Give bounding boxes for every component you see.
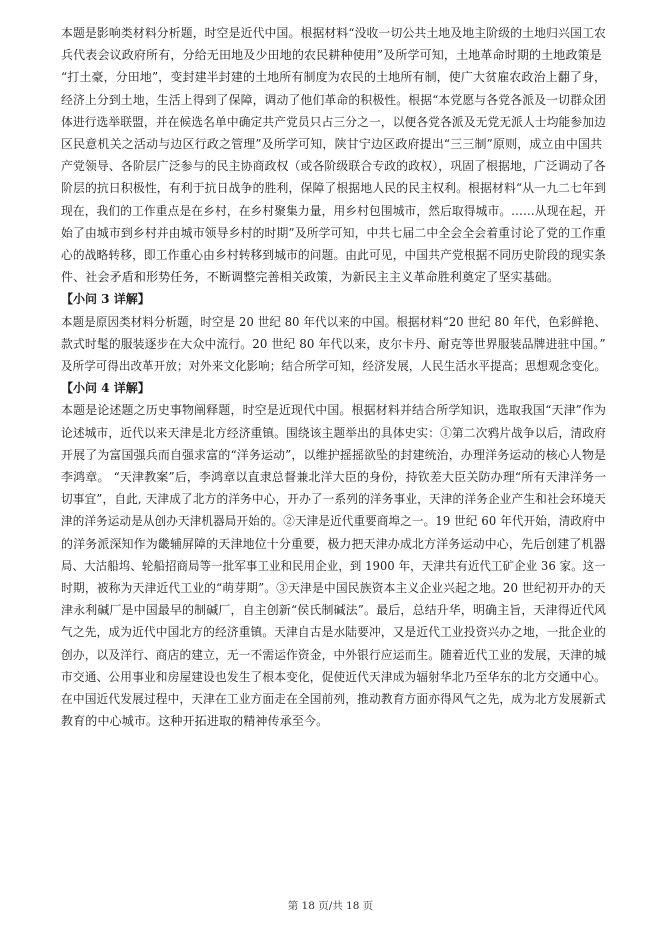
text-line: 切事宜”，自此, 天津成了北方的洋务中心，开办了一系列的洋务事业，天津的洋务企业产生和社会环境天 (61, 492, 606, 507)
text-line: 时期，被称为天津近代工业的“萌芽期”。③天津是中国民族资本主义企业兴起之地。20 世纪初开办的天 (61, 581, 606, 596)
document-body (61, 22, 606, 733)
text-line: 兵代表会议政府所有，分给无田地及少田地的农民耕种使用”及所学可知，土地革命时期的土地政策是 (61, 48, 602, 63)
page-footer (0, 898, 661, 913)
text-line: 区民意机关之活动与边区行政之管理”及所学可知，陕甘宁边区政府提出“三三制”原则，成立由中国共 (61, 137, 603, 152)
text-line: 教育的中心城市。这种开拓进取的精神传承至今。 (61, 714, 329, 729)
text-line: “打土豪，分田地”，变封建半封建的土地所有制度为农民的土地所有制，使广大贫雇农政治上翻了身， (61, 70, 607, 85)
text-line: 的洋务派深知作为畿辅屏障的天津地位十分重要，极力把天津办成北方洋务运动中心，先后创建了机器 (61, 536, 606, 551)
answer-paragraph (61, 311, 606, 378)
text-line: 阶层的抗日积极性，有利于抗日战争的胜利，保障了根据地人民的民主权利。根据材料“从一九二七年到 (61, 181, 607, 196)
text-line: 创办，以及洋行、商店的建立，无一不需运作资金，中外银行应运而生。随着近代工业的发展，天津的城 (61, 647, 606, 662)
text-line: 心的战略转移，即工作重心由乡村转移到城市的问题。由此可见，中国共产党根据不同历史阶段的现实条 (61, 248, 606, 263)
text-line: 局、大沽船坞、轮船招商局等一批军事工业和民用企业，到 1900 年，天津共有近代工矿企业 36 家。这一 (61, 558, 606, 573)
text-line: 及所学可得出改革开放；对外来文化影响；结合所学可知，经济发展，人民生活水平提高；思想观念变化。 (61, 359, 607, 374)
text-line: 开展了为富国强兵而自强求富的“洋务运动”，以维护摇摇欲坠的封建统治，办理洋务运动的核心人物是 (61, 447, 607, 462)
text-line: 津永利碱厂是中国最早的制碱厂，自主创新“侯氏制碱法”。最后，总结升华，明确主旨，天津得近代风 (61, 603, 607, 618)
text-line: 经济上分到土地，生活上得到了保障，调动了他们革命的积极性。根据“本党愿与各党各派及一切群众团 (61, 92, 607, 107)
text-line: 市交通、公用事业和房屋建设也发生了根本变化，促使近代天津成为辐射华北乃至华东的北方交通中心。 (61, 669, 606, 684)
text-line: 本题是论述题之历史事物阐释题，时空是近现代中国。根据材料并结合所学知识，选取我国“天津”作为 (61, 403, 607, 418)
text-line: 始了由城市到乡村并由城市领导乡村的时期”及所学可知，中共七届二中全会全会着重讨论了党的工作重 (61, 225, 607, 240)
text-line: 件、社会矛盾和形势任务，不断调整完善相关政策，为新民主主义革命胜利奠定了坚实基础。 (61, 270, 560, 285)
text-line: 论述城市，近代以来天津是北方经济重镇。围绕该主题举出的具体史实：①第二次鸦片战争以后，清政府 (61, 425, 606, 440)
text-line: 款式时髦的服装逐步在大众中流行。20 世纪 80 年代以来，皮尔卡丹、耐克等世界服装品牌进驻中国。” (61, 336, 606, 351)
text-line: 在中国近代发展过程中，天津在工业方面走在全国前列，推动教育方面亦得风气之先，成为北方发展新式 (61, 692, 606, 707)
page-number: 第 18 页/共 18 页 (287, 900, 374, 912)
text-line: 本题是影响类材料分析题，时空是近代中国。根据材料“没收一切公共土地及地主阶级的土地归兴国工农 (61, 26, 607, 40)
text-line: 本题是原因类材料分析题，时空是 20 世纪 80 年代以来的中国。根据材料“20 世纪 80 年代，色彩鲜艳、 (61, 314, 607, 329)
answer-paragraph (61, 399, 606, 732)
answer-paragraph (61, 22, 606, 288)
text-line: 体进行选举联盟，并在候选名单中确定共产党员只占三分之一，以便各党各派及无党无派人士均能参加边 (61, 114, 606, 129)
sub-question-heading: 【小问 3 详解】 (61, 292, 150, 307)
sub-question-heading: 【小问 4 详解】 (61, 381, 150, 396)
text-line: 气之先，成为近代中国北方的经济重镇。天津自古是水陆要冲，又是近代工业投资兴办之地，一批企业的 (61, 625, 606, 640)
text-line: 李鸿章。 “天津教案”后，李鸿章以直隶总督兼北洋大臣的身份，持钦差大臣关防办理“所有天津洋务一 (61, 470, 607, 485)
text-line: 津的洋务运动是从创办天津机器局开始的。②天津是近代重要商埠之一。19 世纪 60 年代开始，清政府中 (61, 514, 606, 529)
text-line: 产党领导、各阶层广泛参与的民主协商政权（或各阶级联合专政的政权），巩固了根据地，广泛调动了各 (61, 159, 606, 174)
text-line: 现在，我们的工作重点是在乡村，在乡村聚集力量，用乡村包围城市，然后取得城市。……从现在起，开 (61, 203, 606, 218)
